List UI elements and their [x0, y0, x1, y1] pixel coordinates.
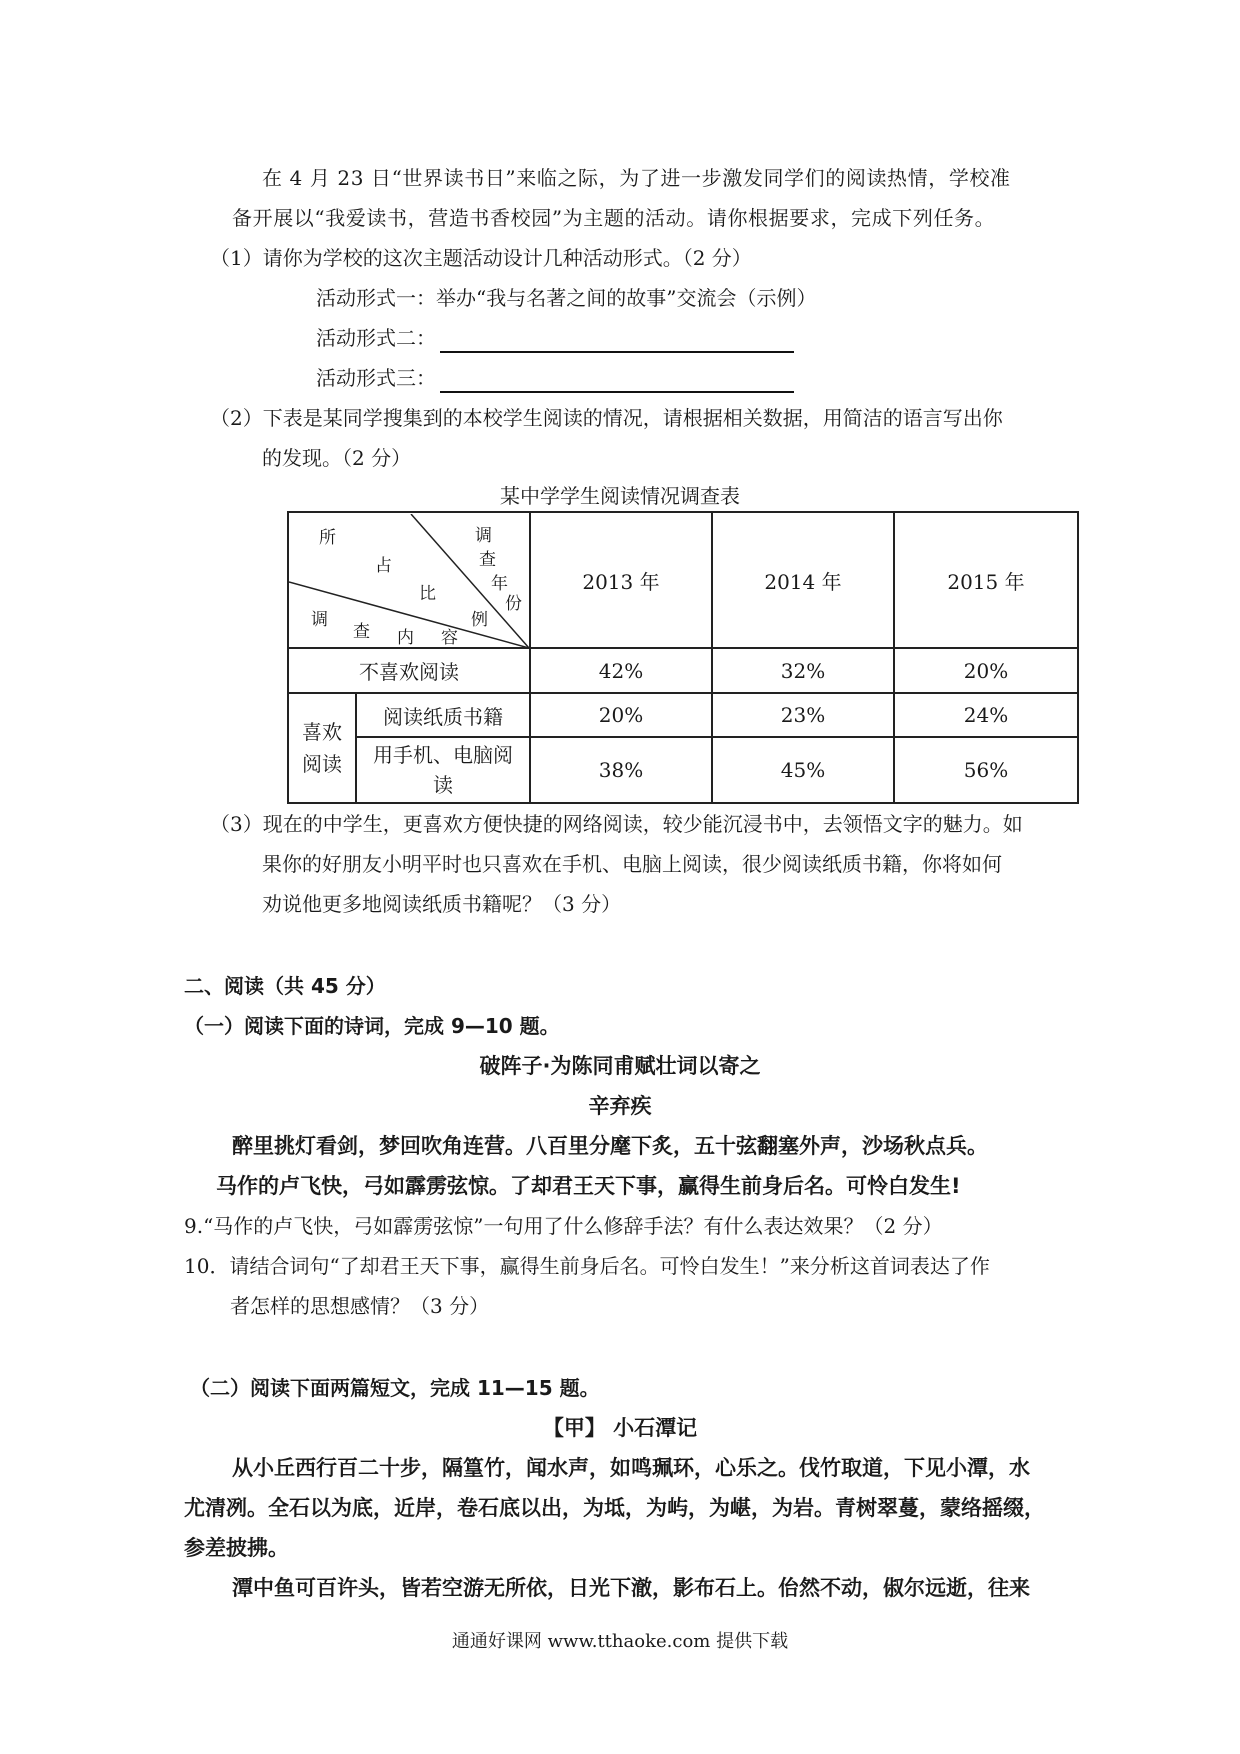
table-row-dislike	[288, 648, 1078, 693]
corner-char: 调	[475, 526, 492, 546]
row-label: 阅读纸质书籍	[356, 693, 530, 737]
passage-line-2: 尤清冽。全石以为底，近岸，卷石底以出，为坻，为屿，为嵁，为岩。青树翠蔓，蒙络摇缀，	[184, 1496, 1045, 1520]
page-footer: 通通好课网 www.tthaoke.com 提供下载	[451, 1631, 789, 1652]
corner-char: 容	[441, 628, 458, 648]
corner-char: 查	[353, 622, 370, 642]
table-cell: 38%	[530, 737, 712, 803]
year-header: 2014 年	[712, 512, 894, 648]
question-10-line-1: 10．请结合词句“了却君王天下事，赢得生前身后名。可怜白发生！”来分析这首词表达了作	[184, 1254, 990, 1278]
table-cell: 20%	[894, 648, 1078, 693]
table-cell: 32%	[712, 648, 894, 693]
table-row-digital	[288, 737, 1078, 803]
activity-form-2-row	[316, 323, 794, 353]
activity-form-2-label: 活动形式二：	[316, 326, 436, 350]
table-header-row	[288, 512, 1078, 648]
table-title: 某中学学生阅读情况调查表	[500, 484, 740, 508]
activity-form-2-blank[interactable]	[440, 329, 794, 353]
row-label: 不喜欢阅读	[288, 648, 530, 693]
passage-line-3: 参差披拂。	[184, 1536, 289, 1560]
table-cell: 24%	[894, 693, 1078, 737]
table-cell: 56%	[894, 737, 1078, 803]
activity-form-3-blank[interactable]	[440, 369, 794, 393]
poem-line-2: 马作的卢飞快，弓如霹雳弦惊。了却君王天下事，赢得生前身后名。可怜白发生!	[216, 1174, 961, 1198]
q3-line-1: （3）现在的中学生，更喜欢方便快捷的网络阅读，较少能沉浸书中，去领悟文字的魅力。如	[210, 812, 1023, 836]
poem-author: 辛弃疾	[588, 1094, 652, 1118]
like-group-label	[288, 693, 356, 803]
row-label	[356, 737, 530, 803]
q3-line-2: 果你的好朋友小明平时也只喜欢在手机、电脑上阅读，很少阅读纸质书籍，你将如何	[262, 852, 1002, 876]
passage-line-1: 从小丘西行百二十步，隔篁竹，闻水声，如鸣珮环，心乐之。伐竹取道，下见小潭，水	[232, 1456, 1030, 1480]
q1-prompt: （1）请你为学校的这次主题活动设计几种活动形式。（2 分）	[210, 246, 752, 270]
year-header: 2015 年	[894, 512, 1078, 648]
activity-form-3-label: 活动形式三：	[316, 366, 436, 390]
question-9: 9.“马作的卢飞快，弓如霹雳弦惊”一句用了什么修辞手法？有什么表达效果？（2 分）	[184, 1214, 943, 1238]
subsection-heading-2: （二）阅读下面两篇短文，完成 11—15 题。	[190, 1376, 600, 1400]
section-heading: 二、阅读（共 45 分）	[184, 974, 386, 998]
corner-char: 查	[479, 550, 496, 570]
table-row-paper	[288, 693, 1078, 737]
survey-table	[287, 511, 1079, 804]
table-cell: 45%	[712, 737, 894, 803]
activity-form-1: 活动形式一：举办“我与名著之间的故事”交流会（示例）	[316, 286, 817, 310]
intro-line-2: 备开展以“我爱读书，营造书香校园”为主题的活动。请你根据要求，完成下列任务。	[232, 206, 996, 230]
passage-title: 【甲】 小石潭记	[542, 1416, 698, 1440]
year-header: 2013 年	[530, 512, 712, 648]
corner-char: 年	[491, 574, 508, 594]
subsection-heading-1: （一）阅读下面的诗词，完成 9—10 题。	[184, 1014, 560, 1038]
activity-form-3-row	[316, 363, 794, 393]
table-cell: 42%	[530, 648, 712, 693]
corner-char: 比	[419, 584, 436, 604]
question-10-line-2: 者怎样的思想感情？（3 分）	[230, 1294, 490, 1318]
q2-line-1: （2）下表是某同学搜集到的本校学生阅读的情况，请根据相关数据，用简洁的语言写出你	[210, 406, 1003, 430]
table-cell: 20%	[530, 693, 712, 737]
row-label-line: 读	[433, 773, 453, 797]
corner-char: 例	[471, 610, 488, 630]
intro-line-1: 在 4 月 23 日“世界读书日”来临之际，为了进一步激发同学们的阅读热情，学校准	[262, 166, 1011, 190]
row-label-line: 用手机、电脑阅	[373, 743, 513, 767]
like-group-line: 喜欢	[302, 720, 342, 744]
corner-char: 份	[505, 594, 522, 614]
q3-line-3: 劝说他更多地阅读纸质书籍呢？（3 分）	[262, 892, 622, 916]
like-group-line: 阅读	[302, 752, 342, 776]
corner-char: 占	[375, 556, 392, 576]
table-corner-cell	[288, 512, 530, 648]
corner-char: 内	[397, 628, 414, 648]
table-cell: 23%	[712, 693, 894, 737]
corner-char: 调	[311, 610, 328, 630]
poem-title: 破阵子·为陈同甫赋壮词以寄之	[479, 1054, 761, 1078]
corner-char: 所	[319, 528, 336, 548]
passage-line-4: 潭中鱼可百许头，皆若空游无所依，日光下澈，影布石上。佁然不动，俶尔远逝，往来	[232, 1576, 1030, 1600]
poem-line-1: 醉里挑灯看剑，梦回吹角连营。八百里分麾下炙，五十弦翻塞外声，沙场秋点兵。	[232, 1134, 988, 1158]
q2-line-2: 的发现。（2 分）	[262, 446, 412, 470]
